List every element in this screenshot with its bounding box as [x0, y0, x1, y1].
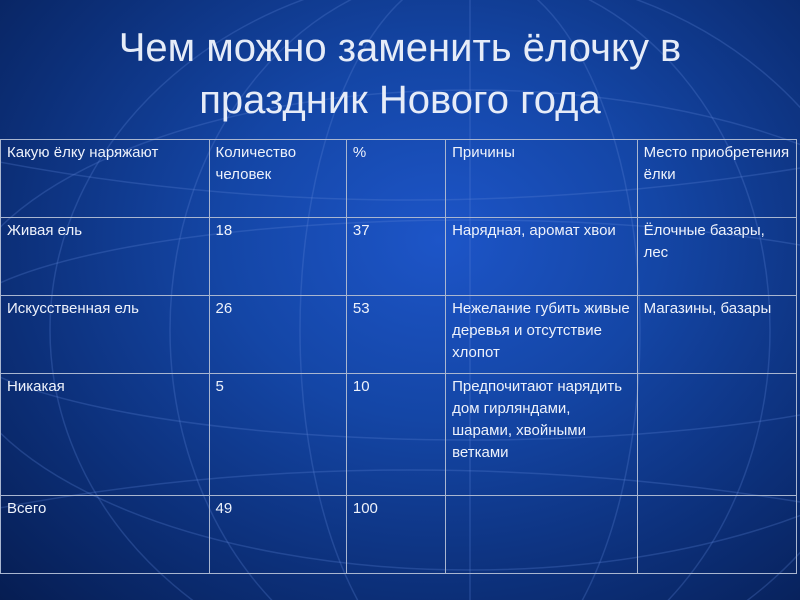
cell-percent: 10 — [346, 374, 445, 496]
cell-tree-type: Искусственная ель — [1, 296, 210, 374]
cell-purchase-place — [637, 374, 796, 496]
slide-title-line-2: праздник Нового года — [199, 78, 601, 122]
cell-purchase-place: Ёлочные базары, лес — [637, 218, 796, 296]
cell-percent: 100 — [346, 496, 445, 574]
cell-reasons: Предпочитают нарядить дом гирляндами, шарами, хвойными ветками — [446, 374, 637, 496]
cell-percent: 37 — [346, 218, 445, 296]
cell-tree-type: Всего — [1, 496, 210, 574]
header-tree-type: Какую ёлку наряжают — [1, 140, 210, 218]
cell-people-count: 5 — [209, 374, 346, 496]
cell-tree-type: Никакая — [1, 374, 210, 496]
header-percent: % — [346, 140, 445, 218]
table-row — [1, 296, 797, 374]
survey-table — [0, 139, 797, 574]
cell-people-count: 49 — [209, 496, 346, 574]
header-people-count: Количество человек — [209, 140, 346, 218]
cell-people-count: 18 — [209, 218, 346, 296]
table-row-total — [1, 496, 797, 574]
cell-reasons: Нежелание губить живые деревья и отсутствие хлопот — [446, 296, 637, 374]
header-purchase-place: Место приобретения ёлки — [637, 140, 796, 218]
slide-title-line-1: Чем можно заменить ёлочку в — [118, 26, 682, 70]
cell-percent: 53 — [346, 296, 445, 374]
table-row — [1, 374, 797, 496]
cell-purchase-place: Магазины, базары — [637, 296, 796, 374]
table-header-row — [1, 140, 797, 218]
cell-purchase-place — [637, 496, 796, 574]
slide-title — [0, 22, 800, 126]
table-row — [1, 218, 797, 296]
header-reasons: Причины — [446, 140, 637, 218]
cell-people-count: 26 — [209, 296, 346, 374]
cell-reasons — [446, 496, 637, 574]
cell-tree-type: Живая ель — [1, 218, 210, 296]
cell-reasons: Нарядная, аромат хвои — [446, 218, 637, 296]
